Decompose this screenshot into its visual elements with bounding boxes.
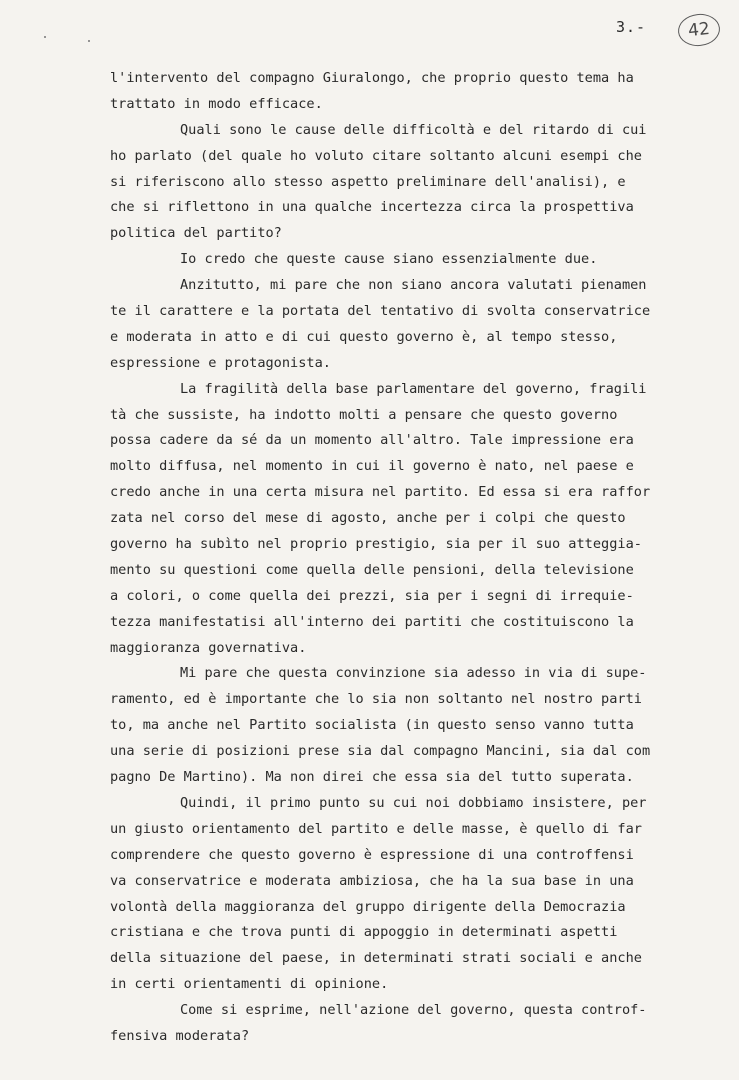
- text-line: a colori, o come quella dei prezzi, sia per i segni di irrequie-: [110, 587, 634, 604]
- text-line: pagno De Martino). Ma non direi che essa sia del tutto superata.: [110, 769, 634, 786]
- typewritten-body: [110, 66, 690, 1050]
- text-line: governo ha subìto nel proprio prestigio, sia per il suo atteggia-: [110, 536, 642, 553]
- text-line: Io credo che queste cause siano essenzialmente due.: [180, 251, 598, 268]
- text-line: tà che sussiste, ha indotto molti a pensare che questo governo: [110, 406, 618, 423]
- paper-speck: [44, 36, 46, 38]
- text-line: si riferiscono allo stesso aspetto preliminare dell'analisi), e: [110, 173, 626, 190]
- text-line: politica del partito?: [110, 225, 282, 242]
- text-line: che si riflettono in una qualche incertezza circa la prospettiva: [110, 199, 634, 216]
- text-line: una serie di posizioni prese sia dal compagno Mancini, sia dal com: [110, 743, 651, 760]
- text-line: Quindi, il primo punto su cui noi dobbiamo insistere, per: [180, 794, 647, 811]
- paper-speck: [88, 40, 90, 42]
- text-line: La fragilità della base parlamentare del governo, fragili: [180, 380, 647, 397]
- text-line: ramento, ed è importante che lo sia non soltanto nel nostro parti: [110, 691, 642, 708]
- text-line: espressione e protagonista.: [110, 354, 331, 371]
- text-line: credo anche in una certa misura nel partito. Ed essa si era raffor: [110, 484, 651, 501]
- text-line: in certi orientamenti di opinione.: [110, 976, 389, 993]
- text-line: ho parlato (del quale ho voluto citare soltanto alcuni esempi che: [110, 147, 642, 164]
- text-line: cristiana e che trova punti di appoggio in determinati aspetti: [110, 924, 618, 941]
- text-line: fensiva moderata?: [110, 1027, 250, 1044]
- text-line: to, ma anche nel Partito socialista (in questo senso vanno tutta: [110, 717, 634, 734]
- text-line: mento su questioni come quella delle pensioni, della televisione: [110, 561, 634, 578]
- text-line: te il carattere e la portata del tentativo di svolta conservatrice: [110, 303, 651, 320]
- text-line: trattato in modo efficace.: [110, 95, 323, 112]
- text-line: tezza manifestatisi all'interno dei partiti che costituiscono la: [110, 613, 634, 630]
- text-line: va conservatrice e moderata ambiziosa, che ha la sua base in una: [110, 872, 634, 889]
- archive-number-stamp: 42: [676, 12, 721, 48]
- text-line: Come si esprime, nell'azione del governo, questa controf-: [180, 1002, 647, 1019]
- text-line: comprendere che questo governo è espressione di una controffensi: [110, 846, 634, 863]
- text-line: maggioranza governativa.: [110, 639, 307, 656]
- text-line: l'intervento del compagno Giuralongo, che proprio questo tema ha: [110, 70, 634, 86]
- text-line: molto diffusa, nel momento in cui il governo è nato, nel paese e: [110, 458, 634, 475]
- text-line: e moderata in atto e di cui questo governo è, al tempo stesso,: [110, 328, 618, 345]
- page-number: 3.-: [616, 18, 647, 36]
- text-line: possa cadere da sé da un momento all'altro. Tale impressione era: [110, 432, 634, 449]
- text-line: Mi pare che questa convinzione sia adesso in via di supe-: [180, 665, 647, 682]
- text-line: volontà della maggioranza del gruppo dirigente della Democrazia: [110, 898, 626, 915]
- text-line: della situazione del paese, in determinati strati sociali e anche: [110, 950, 642, 967]
- text-line: Quali sono le cause delle difficoltà e del ritardo di cui: [180, 121, 647, 138]
- text-line: un giusto orientamento del partito e delle masse, è quello di far: [110, 820, 642, 837]
- text-line: Anzitutto, mi pare che non siano ancora valutati pienamen: [180, 277, 647, 294]
- text-line: zata nel corso del mese di agosto, anche per i colpi che questo: [110, 510, 626, 527]
